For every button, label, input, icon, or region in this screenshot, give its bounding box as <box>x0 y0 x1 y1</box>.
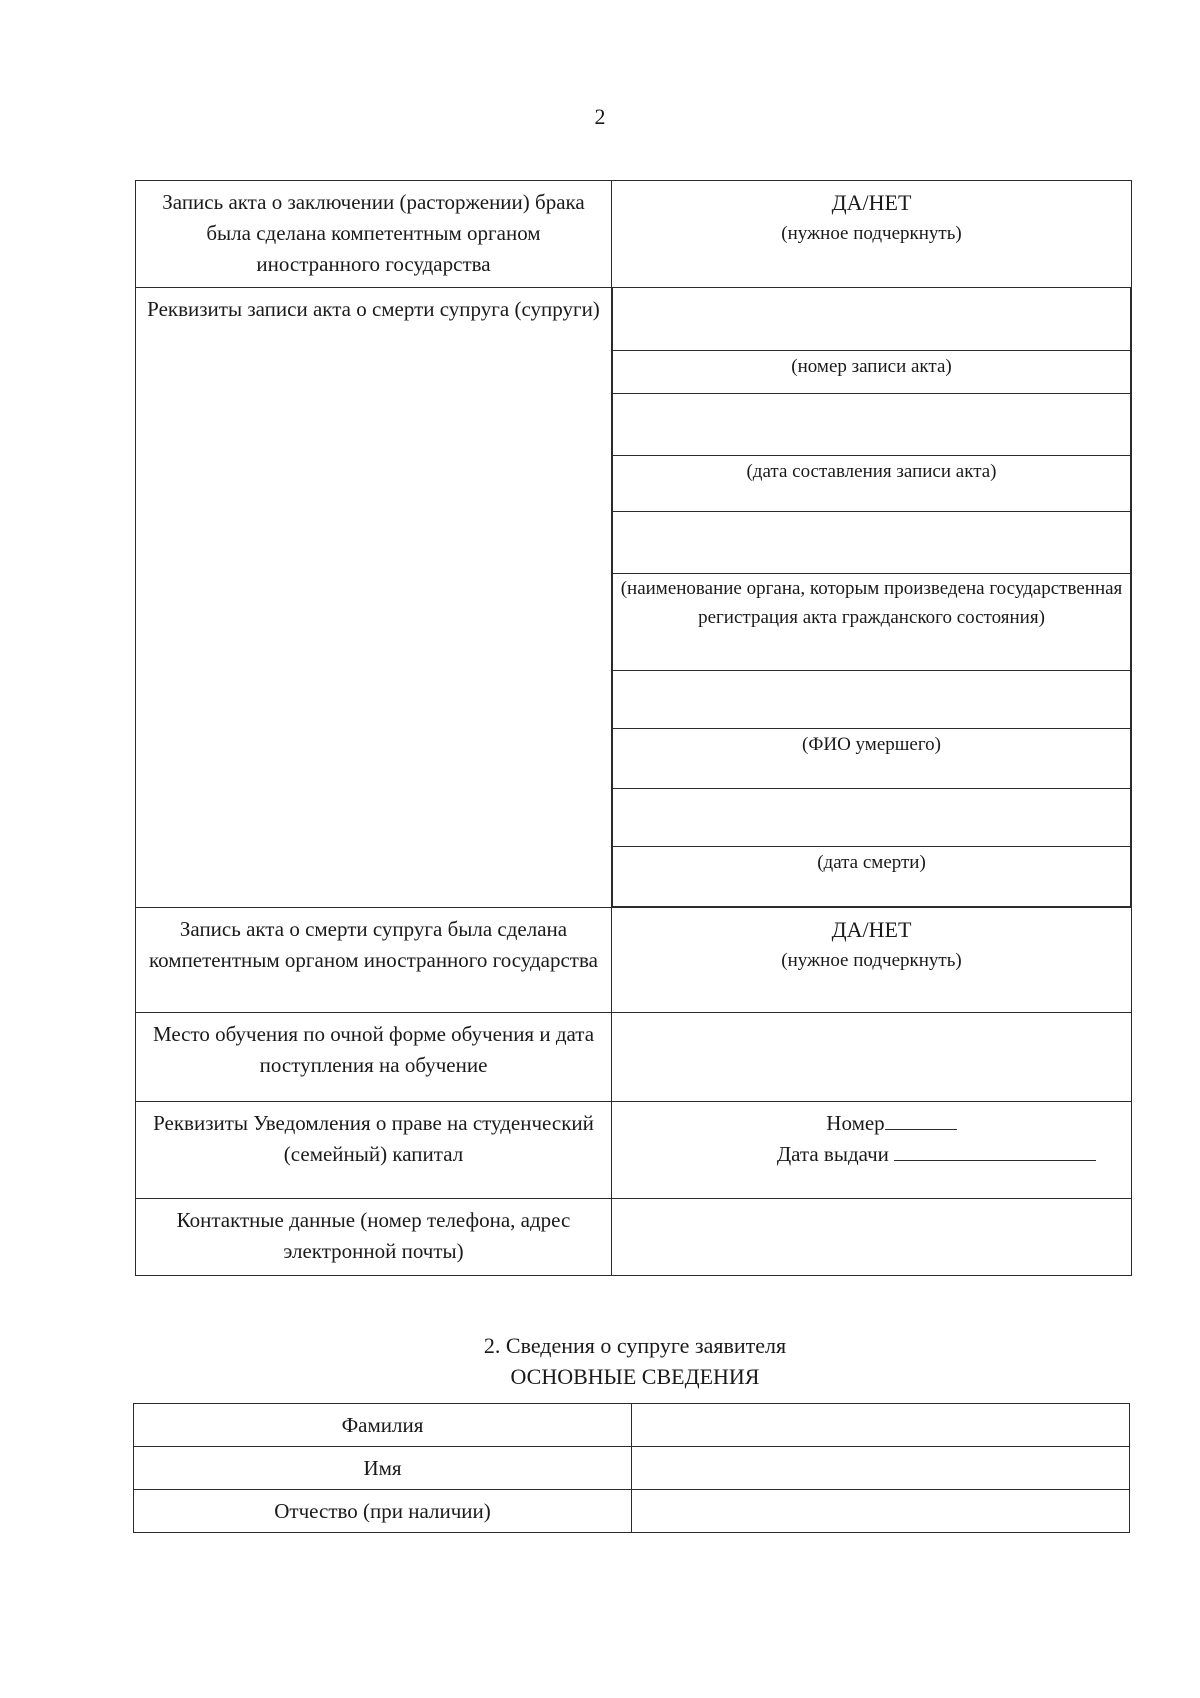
spouse-patronymic-row <box>134 1490 1130 1533</box>
marriage-foreign-yes-no[interactable]: ДА/НЕТ <box>831 190 912 215</box>
death-date-hint: (дата смерти) <box>613 846 1131 906</box>
notification-row <box>136 1101 1132 1198</box>
notification-label: Реквизиты Уведомления о праве на студенческий (семейный) капитал <box>136 1101 612 1198</box>
spouse-patronymic-label: Отчество (при наличии) <box>134 1490 632 1533</box>
applicant-details-table <box>135 180 1132 1276</box>
marriage-foreign-answer-cell <box>612 181 1132 288</box>
marriage-foreign-row <box>136 181 1132 288</box>
study-place-input[interactable] <box>612 1012 1132 1101</box>
death-record-date-hint: (дата составления записи акта) <box>613 455 1131 511</box>
death-foreign-row <box>136 907 1132 1012</box>
study-place-label: Место обучения по очной форме обучения и дата поступления на обучение <box>136 1012 612 1101</box>
section-2-title: 2. Сведения о супруге заявителя <box>483 1333 787 1358</box>
notification-number-label: Номер <box>826 1110 885 1135</box>
death-record-row <box>136 288 1132 908</box>
study-place-row <box>136 1012 1132 1101</box>
spouse-first-name-label: Имя <box>134 1447 632 1490</box>
spouse-details-table <box>133 1403 1130 1533</box>
notification-number-input[interactable] <box>885 1109 957 1130</box>
death-record-date-input[interactable] <box>613 393 1131 455</box>
marriage-foreign-label: Запись акта о заключении (расторжении) брака была сделана компетентным органом иностранного государства <box>136 181 612 288</box>
death-record-label: Реквизиты записи акта о смерти супруга (супруги) <box>136 288 612 908</box>
spouse-surname-row <box>134 1404 1130 1447</box>
deceased-name-input[interactable] <box>613 670 1131 728</box>
spouse-first-name-input[interactable] <box>632 1447 1130 1490</box>
registration-authority-hint: (наименование органа, которым произведена государственная регистрация акта гражданского состояния) <box>613 573 1131 670</box>
registration-authority-input[interactable] <box>613 511 1131 573</box>
spouse-surname-input[interactable] <box>632 1404 1130 1447</box>
death-record-fields <box>612 288 1132 908</box>
death-foreign-yes-no[interactable]: ДА/НЕТ <box>831 916 912 942</box>
notification-date-input[interactable] <box>894 1140 1096 1161</box>
death-foreign-hint: (нужное подчеркнуть) <box>781 949 962 971</box>
notification-fields <box>612 1101 1132 1198</box>
spouse-surname-label: Фамилия <box>134 1404 632 1447</box>
section-2-subtitle: ОСНОВНЫЕ СВЕДЕНИЯ <box>510 1364 760 1389</box>
spouse-patronymic-input[interactable] <box>632 1490 1130 1533</box>
marriage-foreign-hint: (нужное подчеркнуть) <box>781 223 962 244</box>
page-number: 2 <box>594 104 606 129</box>
spouse-first-name-row <box>134 1447 1130 1490</box>
death-foreign-label: Запись акта о смерти супруга была сделана компетентным органом иностранного государства <box>136 907 612 1012</box>
death-record-number-hint: (номер записи акта) <box>613 350 1131 393</box>
deceased-name-hint: (ФИО умершего) <box>613 728 1131 788</box>
death-record-number-input[interactable] <box>613 288 1131 350</box>
contacts-input[interactable] <box>612 1198 1132 1275</box>
death-date-input[interactable] <box>613 788 1131 846</box>
death-foreign-answer-cell <box>612 907 1132 1012</box>
contacts-row <box>136 1198 1132 1275</box>
contacts-label: Контактные данные (номер телефона, адрес электронной почты) <box>136 1198 612 1275</box>
notification-date-label: Дата выдачи <box>776 1141 889 1166</box>
